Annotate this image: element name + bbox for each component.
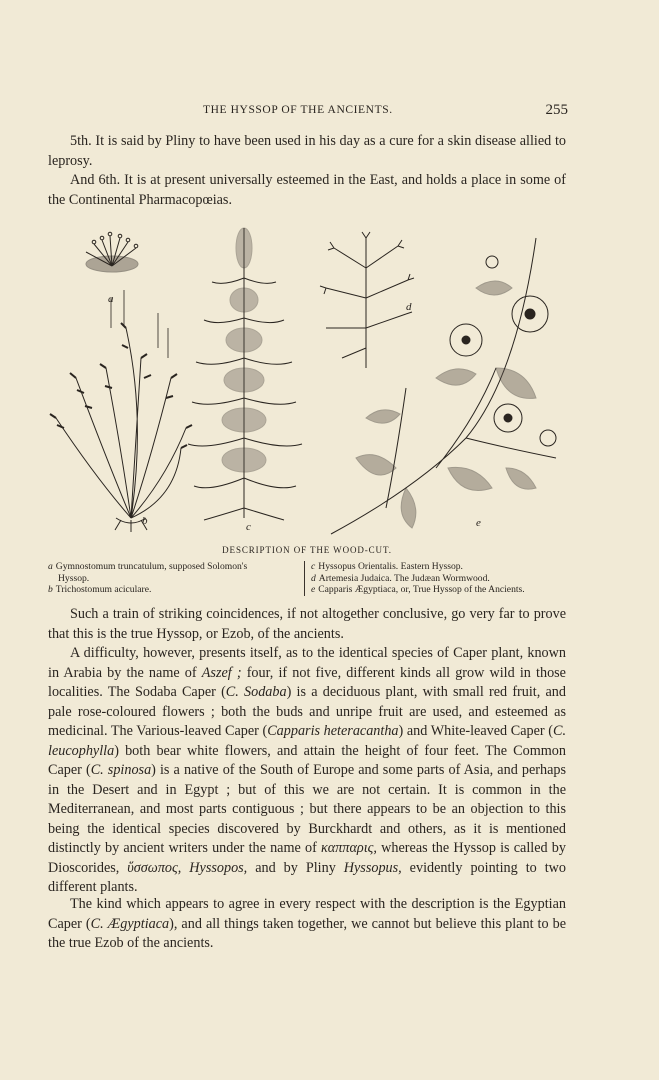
legend-item-b: b Trichostomum aciculare. [48, 584, 152, 595]
figure-label-e: e [476, 517, 481, 529]
figure-legend [48, 561, 568, 597]
figure-label-a: a [108, 293, 114, 305]
legend-item-c: c Hyssopus Orientalis. Eastern Hyssop. [311, 561, 463, 572]
legend-item-a-cont: Hyssop. [58, 572, 90, 584]
page-number: 255 [545, 102, 568, 118]
running-title: THE HYSSOP OF THE ANCIENTS. [203, 104, 393, 116]
legend-item-e: e Capparis Ægyptiaca, or, True Hyssop of the Ancients. [311, 584, 525, 595]
paragraph-egyptian-caper: The kind which appears to agree in every respect with the description is the Egyptian Caper (C. Ægyptiaca), and all things taken together, we cannot but believe this plant to be the true Ezob of the ancients. [48, 896, 566, 951]
paragraph-coincidences: Such a train of striking coincidences, if not altogether conclusive, go very far to prove that this is the true Hyssop, or Ezob, of the ancients. [48, 606, 566, 642]
figure-label-b: b [142, 515, 148, 527]
figure-caption-title: DESCRIPTION OF THE WOOD-CUT. [222, 545, 392, 555]
figure-a-moss-tuft [86, 232, 138, 272]
legend-item-d: d Artemesia Judaica. The Judæan Wormwood. [311, 572, 490, 584]
wood-cut-illustration [36, 218, 588, 540]
paragraph-6th: And 6th. It is at present universally esteemed in the East, and holds a place in some of the Continental Pharmacopœias. [48, 172, 566, 208]
figure-label-d: d [406, 301, 412, 313]
legend-item-a: a Gymnostomum truncatulum, supposed Solomon's [48, 561, 248, 572]
figure-c-hyssop-spike [188, 228, 302, 520]
paragraph-caper-species: A difficulty, however, presents itself, as to the identical species of Caper plant, known in Arabia by the name of Aszef ; four, if not five, different kinds all grow wild in those localities. The Sodaba Caper (C. Sodaba) is a deciduous plant, with small red fruit, and pale rose-coloured flowers ; both the buds and unripe fruit are used, and esteemed as medicinal. The Various-leaved Caper (Capparis heteracantha) and White-leaved Caper (C. leucophylla) both bear white flowers, and attain the height of four feet. The Common Caper (C. spinosa) is a native of the South of Europe and some parts of Asia, and perhaps in the Desert and in Egypt ; but of this we are not certain. It is common in the Mediterranean, and most parts contiguous ; but there appears to be an objection to this being the identical species discovered by Burckhardt and others, as it is mentioned distinctly by ancient writers under the name of καππαρις, whereas the Hyssop is called by Dioscorides, ὕσσωπος, Hyssopos, and by Pliny Hyssopus, evidently pointing to two different plants. [48, 645, 566, 895]
figure-b-moss-clump [50, 290, 192, 532]
figure-label-c: c [246, 521, 251, 533]
running-header [48, 102, 568, 122]
figure-d-wormwood-sprig [320, 232, 414, 368]
legend-left-column [48, 561, 300, 596]
legend-right-column [304, 561, 568, 596]
wood-cut-drawing [36, 218, 588, 540]
figure-e-caper-branch [331, 238, 556, 534]
paragraph-5th: 5th. It is said by Pliny to have been used in his day as a cure for a skin disease allied to leprosy. [48, 133, 566, 169]
